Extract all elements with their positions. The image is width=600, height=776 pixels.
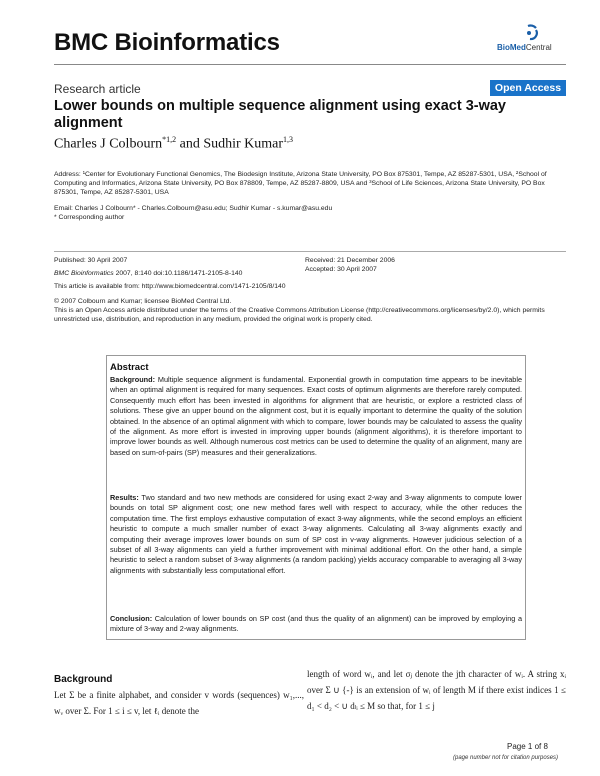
author-2[interactable]: Sudhir Kumar: [203, 136, 284, 152]
logo-text: [497, 43, 552, 52]
logo-central: Central: [525, 43, 552, 52]
biomed-central-logo: [497, 24, 565, 54]
conclusion-label: Conclusion:: [110, 614, 153, 623]
background-label: Background:: [110, 375, 155, 384]
abstract-heading: Abstract: [110, 362, 149, 373]
open-access-badge: Open Access: [490, 80, 566, 96]
page-footnote: (page number not for citation purposes): [453, 755, 559, 761]
biomed-logo-icon: [525, 24, 539, 42]
abstract-conclusion: [110, 614, 522, 635]
author-2-affiliation: 1,3: [283, 135, 294, 144]
received-date: Received: 21 December 2006: [305, 257, 395, 264]
body-left-column: Let Σ be a finite alphabet, and consider v words (sequences) w₁,..., wᵥ over Σ. For 1 ≤ i ≤ v, let ℓᵢ denote the: [54, 690, 304, 716]
citation: [54, 269, 242, 278]
article-url[interactable]: This article is available from: http://www.biomedcentral.com/1471-2105/8/140: [54, 283, 286, 290]
address: Address: ¹Center for Evolutionary Functional Genomics, The Biodesign Institute, Arizona State University, PO Box 875301, Tempe, AZ 85287-5301, USA, ²School of Computing and Informatics, Arizona State University, PO Box 878809, Tempe, AZ 85287-8809, USA and ³School of Life Sciences, Arizona State University, PO Box 875301, Tempe, AZ 85287-5301, USA: [54, 171, 547, 196]
conclusion-text: Calculation of lower bounds on SP cost (and thus the quality of an alignment) can be improved by employing a mixture of 3-way and 2-way alignments.: [110, 614, 522, 634]
copyright: © 2007 Colbourn and Kumar; licensee BioMed Central Ltd.: [54, 298, 232, 305]
body-right-column: length of word wᵢ, and let σⱼ denote the jth character of wᵢ. A string xᵢ over Σ ∪ {-} is an extension of wᵢ of length M if there exist indices 1 ≤ d₁ < d₂ < ∪ dₗᵢ ≤ M so that, for 1 ≤ j: [307, 669, 566, 711]
corresponding-author-note: * Corresponding author: [54, 214, 125, 221]
results-label: Results:: [110, 493, 139, 502]
author-list: [54, 135, 293, 153]
divider-rule: [54, 251, 566, 252]
article-type: Research article: [54, 82, 141, 96]
author-1[interactable]: Charles J Colbourn: [54, 136, 163, 152]
journal-title: BMC Bioinformatics: [54, 29, 280, 56]
page-number: Page 1 of 8: [507, 742, 548, 751]
header-rule: [54, 64, 566, 65]
results-text: Two standard and two new methods are considered for using exact 2-way and 3-way alignments to compute lower bounds on total SP alignment cost; one new method fares well with respect to accuracy, while the other reduces the computation time. The first employs exhaustive computation of exact 3-way alignments, while the second employs an efficient heuristic to compute a much smaller number of exact 3-way alignments. Calculating all 3-way alignments exactly and computing their average improves lower bounds on sum of SP cost in v-way alignments. However judicious selection of a subset of all 3-way alignments can yield a further improvement with minimal additional effort. On the other hand, a simple heuristic to select a random subset of 3-way alignments (a random packing) yields accuracy comparable to averaging all 3-way alignments with substantially less computational effort.: [110, 493, 522, 575]
author-conjunction: and: [176, 136, 204, 152]
background-heading: Background: [54, 674, 113, 685]
author-1-affiliation: *1,2: [162, 135, 177, 144]
article-title: Lower bounds on multiple sequence alignment using exact 3-way alignment: [54, 98, 506, 131]
citation-journal: BMC Bioinformatics: [54, 270, 114, 277]
accepted-date: Accepted: 30 April 2007: [305, 266, 377, 273]
citation-details: 2007, 8:140 doi:10.1186/1471-2105-8-140: [113, 270, 243, 277]
email-line[interactable]: Email: Charles J Colbourn* - Charles.Colbourn@asu.edu; Sudhir Kumar - s.kumar@asu.edu: [54, 205, 333, 212]
abstract-results: [110, 493, 522, 576]
abstract-background: [110, 375, 522, 458]
logo-bio: BioMed: [497, 43, 526, 52]
license-text: This is an Open Access article distributed under the terms of the Creative Commons Attribution License (http://creativecommons.org/licenses/by/2.0), which permits unrestricted use, distribution, and reproduction in any medium, provided the original work is properly cited.: [54, 307, 545, 323]
background-text: Multiple sequence alignment is fundamental. Exponential growth in computation time appears to be inevitable when an optimal alignment is required for many sequences. Exact costs of optimum alignments are therefore rarely computed. Consequently much effort has been invested in algorithms for alignment that are heuristic, or explore a restricted class of solutions. These give an upper bound on the alignment cost, but it is equally important to determine the quality of the solution obtained. In the absence of an optimal alignment with which to compare, lower bounds may be calculated to assess the quality of the alignment. As more effort is invested in improving upper bounds (alignment algorithms), it is therefore important to improve lower bounds as well. Although numerous cost metrics can be used to determine the quality of an alignment, many are based on sum-of-pairs (SP) measures and their generalizations.: [110, 375, 522, 457]
published-date: Published: 30 April 2007: [54, 257, 128, 264]
